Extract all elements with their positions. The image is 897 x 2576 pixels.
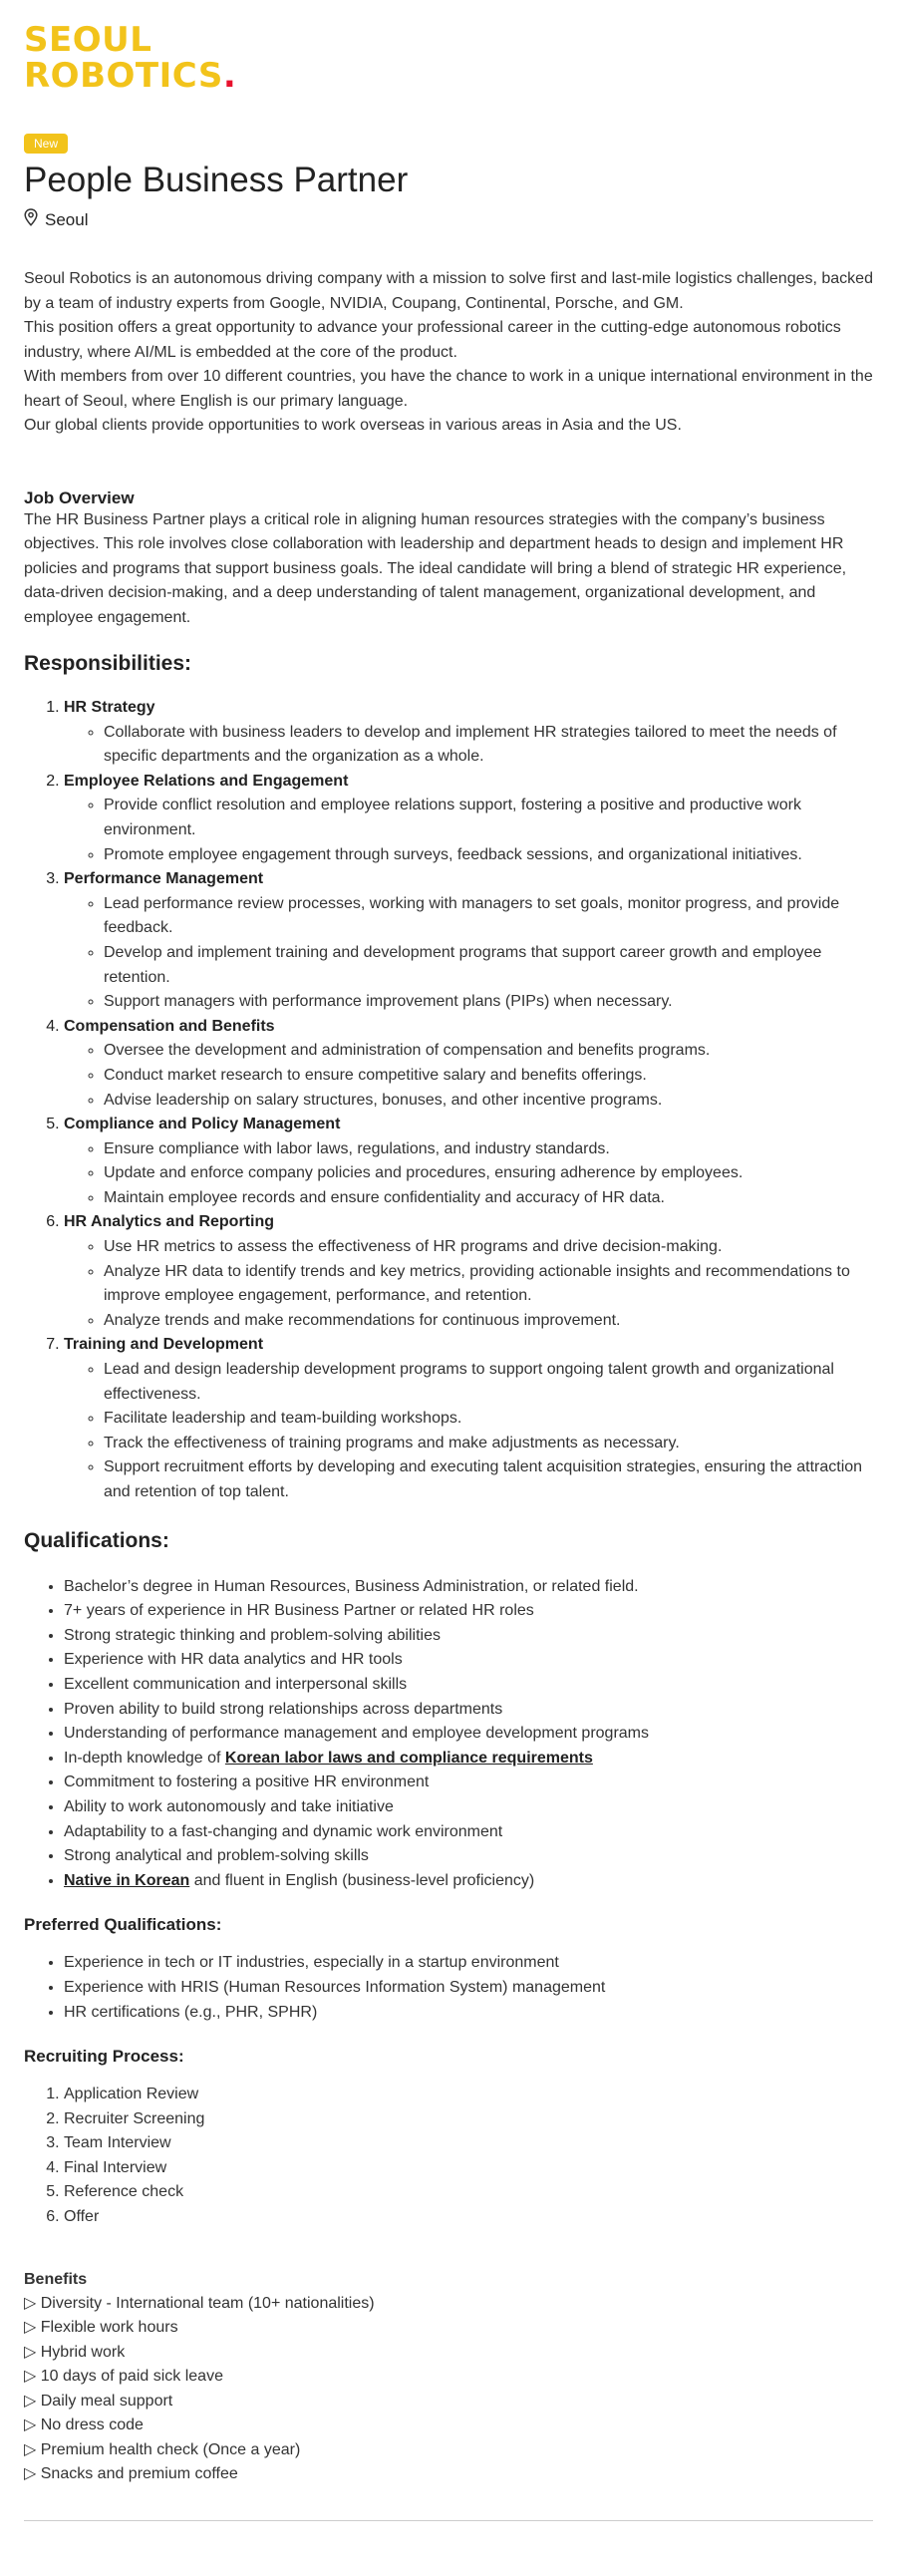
- responsibility-title: 5. Compliance and Policy Management: [64, 1116, 341, 1133]
- process-step: 1. Application Review: [64, 2083, 873, 2107]
- qualification-item: [64, 1869, 873, 1894]
- responsibility-title: 1. HR Strategy: [64, 699, 155, 716]
- responsibility-detail: ◦ Analyze HR data to identify trends and key metrics, providing actionable insights and recommendations to improve employee engagement, performance, and retention.: [104, 1260, 873, 1309]
- qualification-item: [64, 1795, 873, 1820]
- location-pin-icon: [24, 208, 45, 231]
- responsibility-details: [64, 721, 873, 770]
- qualification-item: [64, 1698, 873, 1723]
- responsibility-item: [64, 1113, 873, 1210]
- intro-paragraph: Seoul Robotics is an autonomous driving company with a mission to solve first and last-mile logistics challenges, backed by a team of industry experts from Google, NVIDIA, Coupang, Continental, Porsche, and GM.: [24, 270, 873, 312]
- qualification-text: Commitment to fostering a positive HR environment: [64, 1773, 430, 1791]
- responsibility-title: 3. Performance Management: [64, 870, 264, 888]
- responsibility-detail: ◦ Promote employee engagement through surveys, feedback sessions, and organizational initiatives.: [104, 843, 873, 868]
- responsibility-detail: ◦ Facilitate leadership and team-building workshops.: [104, 1407, 873, 1432]
- process-step: 5. Reference check: [64, 2180, 873, 2205]
- qualification-emphasis: Korean labor laws and compliance requirements: [224, 1749, 593, 1767]
- qualification-text: Excellent communication and interpersonal skills: [64, 1675, 408, 1693]
- responsibility-detail: ◦ Conduct market research to ensure competitive salary and benefits offerings.: [104, 1064, 873, 1089]
- intro-paragraph: This position offers a great opportunity to advance your professional career in the cutting-edge autonomous robotics industry, where AI/ML is embedded at the core of the product.: [24, 319, 841, 361]
- qualification-item: [64, 1844, 873, 1869]
- benefits-title: Benefits: [24, 2270, 88, 2288]
- job-overview-section: [24, 488, 873, 631]
- qualification-item: [64, 1722, 873, 1747]
- qualifications-title: Qualifications:: [24, 1528, 169, 1552]
- qualification-item: [64, 1624, 873, 1649]
- responsibility-item: [64, 1210, 873, 1333]
- benefits-list: [24, 2292, 873, 2486]
- qualification-text: Understanding of performance management and employee development programs: [64, 1725, 650, 1743]
- company-intro: [24, 267, 873, 439]
- qualification-item: [64, 1648, 873, 1673]
- qualification-text: Adaptability to a fast-changing and dynamic work environment: [64, 1822, 503, 1840]
- qualification-text: Experience with HR data analytics and HR tools: [64, 1651, 403, 1669]
- benefit-item: ▷ Daily meal support: [24, 2392, 173, 2410]
- responsibilities-section: [24, 652, 873, 1505]
- benefit-item: ▷ Diversity - International team (10+ nationalities): [24, 2295, 375, 2313]
- benefit-item: ▷ Snacks and premium coffee: [24, 2464, 238, 2482]
- process-step: 6. Offer: [64, 2205, 873, 2230]
- responsibility-detail: ◦ Track the effectiveness of training programs and make adjustments as necessary.: [104, 1432, 873, 1456]
- responsibility-details: [64, 794, 873, 867]
- qualifications-section: [24, 1529, 873, 1894]
- preferred-list: [24, 1951, 873, 2025]
- qualification-emphasis: Native in Korean: [64, 1871, 190, 1889]
- qualification-text: Ability to work autonomously and take initiative: [64, 1797, 394, 1815]
- job-overview-title: Job Overview: [24, 487, 135, 507]
- responsibility-detail: ◦ Develop and implement training and development programs that support career growth and employee retention.: [104, 941, 873, 990]
- responsibility-title: 7. Training and Development: [64, 1336, 264, 1354]
- responsibilities-title: Responsibilities:: [24, 652, 192, 675]
- company-logo[interactable]: [24, 0, 873, 96]
- responsibility-details: [64, 1039, 873, 1113]
- responsibility-item: [64, 1333, 873, 1504]
- qualification-item: [64, 1747, 873, 1771]
- logo-line-2: ROBOTICS: [24, 56, 223, 96]
- preferred-item: • HR certifications (e.g., PHR, SPHR): [64, 2001, 873, 2026]
- responsibility-details: [64, 1235, 873, 1333]
- preferred-item: • Experience with HRIS (Human Resources Information System) management: [64, 1976, 873, 2001]
- responsibility-item: [64, 696, 873, 770]
- qualification-item: [64, 1575, 873, 1600]
- responsibility-item: [64, 867, 873, 1015]
- responsibility-details: [64, 1137, 873, 1211]
- qualification-text: 7+ years of experience in HR Business Partner or related HR roles: [64, 1602, 534, 1620]
- preferred-item: • Experience in tech or IT industries, especially in a startup environment: [64, 1951, 873, 1976]
- responsibilities-list: [24, 696, 873, 1505]
- responsibility-detail: ◦ Analyze trends and make recommendations for continuous improvement.: [104, 1309, 873, 1334]
- benefit-item: ▷ Flexible work hours: [24, 2319, 178, 2337]
- responsibility-detail: ◦ Support recruitment efforts by developing and executing talent acquisition strategies, ensuring the attraction and retention of top talent.: [104, 1455, 873, 1504]
- qualification-item: [64, 1599, 873, 1624]
- responsibility-detail: ◦ Provide conflict resolution and employee relations support, fostering a positive and productive work environment.: [104, 794, 873, 842]
- recruiting-process-section: [24, 2047, 873, 2230]
- responsibility-item: [64, 1015, 873, 1113]
- recruiting-process-title: Recruiting Process:: [24, 2047, 184, 2067]
- responsibility-detail: ◦ Collaborate with business leaders to develop and implement HR strategies tailored to meet the needs of specific departments and the organization as a whole.: [104, 721, 873, 770]
- responsibility-detail: ◦ Support managers with performance improvement plans (PIPs) when necessary.: [104, 990, 873, 1015]
- qualification-item: [64, 1771, 873, 1795]
- responsibility-title: 6. HR Analytics and Reporting: [64, 1213, 274, 1231]
- benefit-item: ▷ No dress code: [24, 2416, 144, 2434]
- responsibility-details: [64, 1358, 873, 1505]
- responsibility-detail: ◦ Lead performance review processes, working with managers to set goals, monitor progress, and provide feedback.: [104, 892, 873, 941]
- qualification-text: Strong strategic thinking and problem-solving abilities: [64, 1626, 441, 1644]
- benefits-section: [24, 2268, 873, 2487]
- qualification-text: and fluent in English (business-level proficiency): [189, 1871, 535, 1889]
- qualification-text: Strong analytical and problem-solving skills: [64, 1847, 369, 1865]
- responsibility-detail: ◦ Oversee the development and administration of compensation and benefits programs.: [104, 1039, 873, 1064]
- process-step: 2. Recruiter Screening: [64, 2107, 873, 2132]
- responsibility-title: 2. Employee Relations and Engagement: [64, 772, 349, 790]
- benefit-item: ▷ Premium health check (Once a year): [24, 2440, 301, 2458]
- preferred-title: Preferred Qualifications:: [24, 1915, 222, 1935]
- qualification-text: In-depth knowledge of: [64, 1749, 225, 1767]
- responsibility-details: [64, 892, 873, 1015]
- job-title: People Business Partner: [24, 161, 409, 199]
- logo-line-1: SEOUL: [24, 20, 152, 60]
- job-location: [24, 208, 873, 231]
- responsibility-detail: ◦ Ensure compliance with labor laws, regulations, and industry standards.: [104, 1137, 873, 1162]
- intro-paragraph: Our global clients provide opportunities to work overseas in various areas in Asia and the US.: [24, 417, 682, 434]
- footer-divider: [24, 2520, 873, 2521]
- intro-paragraph: With members from over 10 different countries, you have the chance to work in a unique international environment in the heart of Seoul, where English is our primary language.: [24, 368, 873, 410]
- qualification-text: Proven ability to build strong relationships across departments: [64, 1700, 503, 1718]
- recruiting-process-list: [24, 2083, 873, 2230]
- qualification-item: [64, 1820, 873, 1845]
- job-overview-text: The HR Business Partner plays a critical role in aligning human resources strategies with the company’s business objectives. This role involves close collaboration with leadership and department heads to design and implement HR policies and programs that support business goals. The ideal candidate will bring a blend of strategic HR experience, data-driven decision-making, and a deep understanding of talent management, organizational development, and employee engagement.: [24, 510, 847, 626]
- responsibility-detail: ◦ Advise leadership on salary structures, bonuses, and other incentive programs.: [104, 1089, 873, 1114]
- preferred-section: [24, 1915, 873, 2025]
- responsibility-detail: ◦ Update and enforce company policies and procedures, ensuring adherence by employees.: [104, 1161, 873, 1186]
- responsibility-detail: ◦ Maintain employee records and ensure confidentiality and accuracy of HR data.: [104, 1186, 873, 1211]
- process-step: 3. Team Interview: [64, 2131, 873, 2156]
- benefit-item: ▷ 10 days of paid sick leave: [24, 2368, 223, 2386]
- responsibility-title: 4. Compensation and Benefits: [64, 1017, 275, 1035]
- responsibility-detail: ◦ Use HR metrics to assess the effectiveness of HR programs and drive decision-making.: [104, 1235, 873, 1260]
- new-badge: New: [24, 134, 68, 154]
- benefit-item: ▷ Hybrid work: [24, 2343, 126, 2361]
- process-step: 4. Final Interview: [64, 2156, 873, 2181]
- qualification-text: Bachelor’s degree in Human Resources, Business Administration, or related field.: [64, 1577, 639, 1595]
- logo-dot: .: [222, 56, 237, 96]
- qualifications-list: [24, 1575, 873, 1894]
- responsibility-item: [64, 770, 873, 867]
- qualification-item: [64, 1673, 873, 1698]
- responsibility-detail: ◦ Lead and design leadership development programs to support ongoing talent growth and organizational effectiveness.: [104, 1358, 873, 1407]
- location-text: Seoul: [45, 209, 89, 229]
